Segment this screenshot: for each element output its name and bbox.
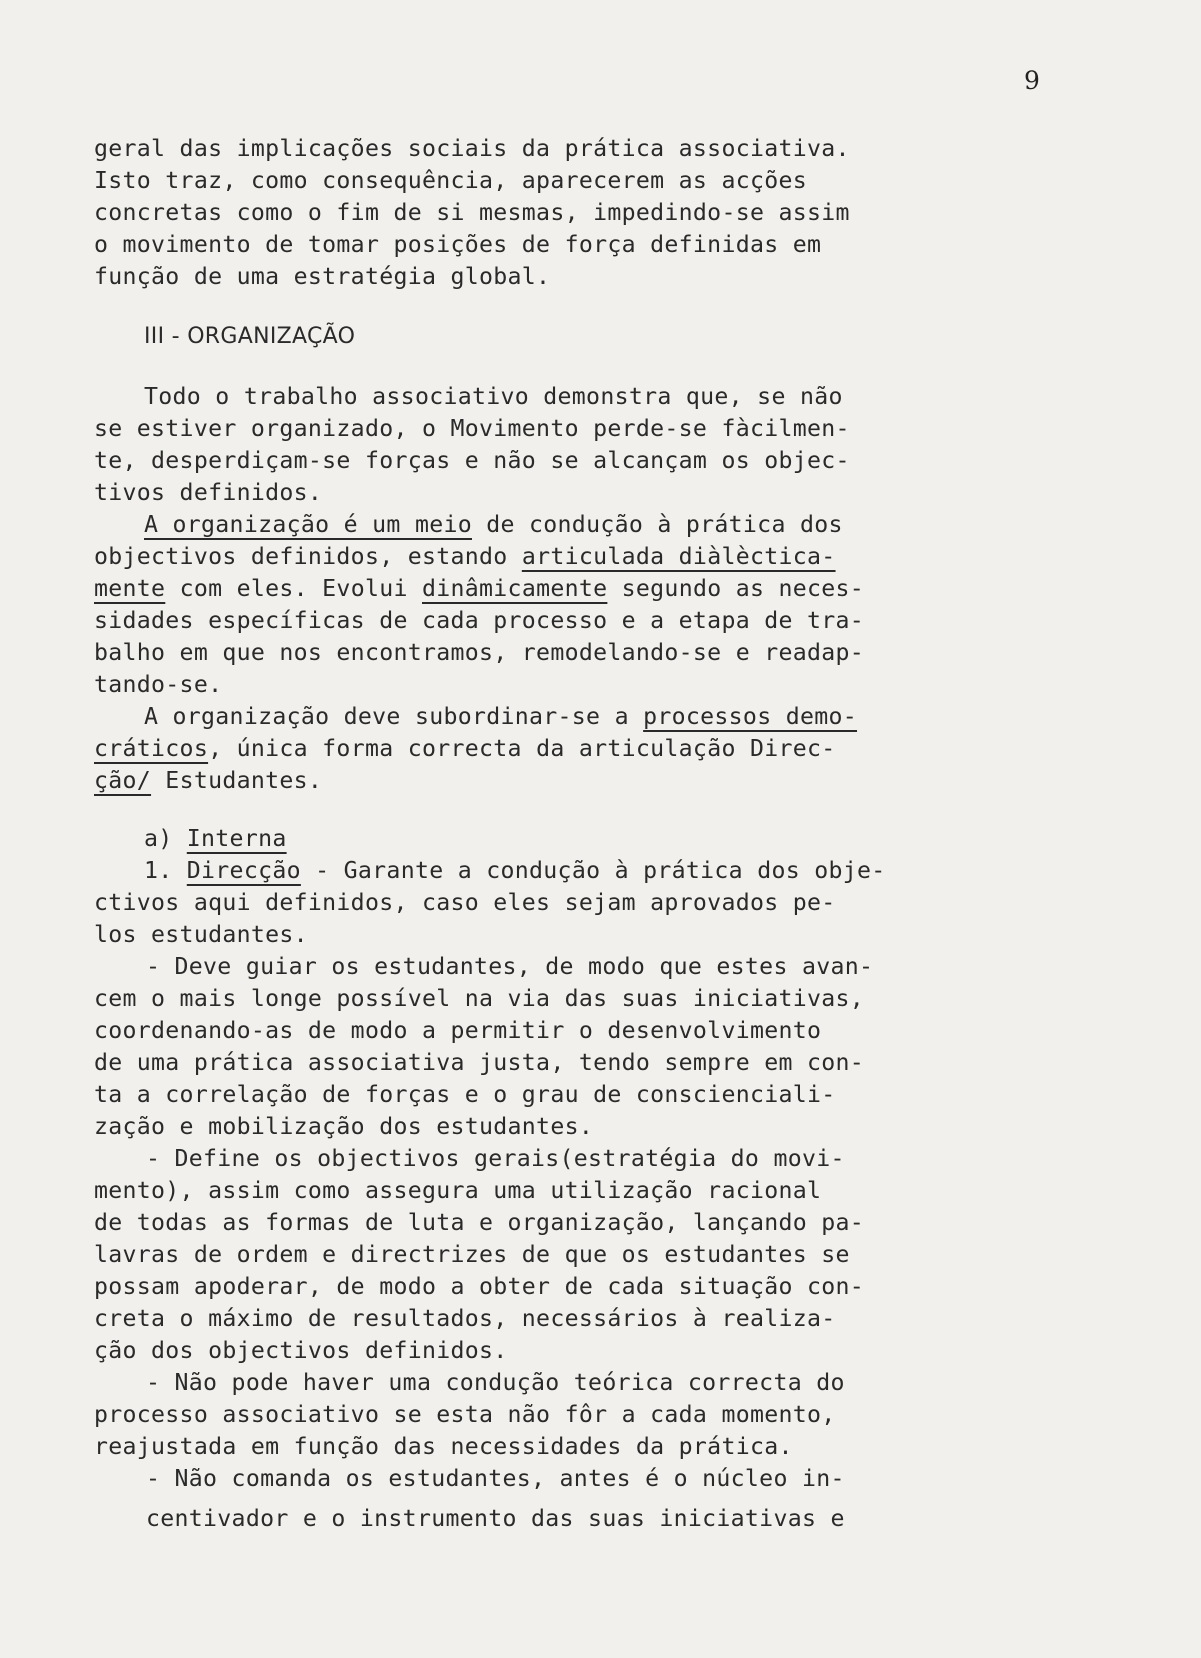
text-line: - Não pode haver uma condução teórica correcta do	[146, 1369, 845, 1396]
text-line: ta a correlação de forças e o grau de conscienciali-	[94, 1081, 836, 1108]
text-line: reajustada em função das necessidades da prática.	[94, 1433, 793, 1460]
text-line: lavras de ordem e directrizes de que os estudantes se	[94, 1241, 850, 1268]
text-line	[94, 509, 1094, 541]
text-line: Isto traz, como consequência, aparecerem as acções	[94, 167, 808, 194]
paragraph	[94, 381, 1094, 509]
text-line: sidades específicas de cada processo e a etapa de tra-	[94, 607, 865, 634]
text-line	[94, 573, 1094, 605]
underlined-phrase: dinâmicamente	[422, 575, 608, 602]
text-line	[94, 765, 1094, 797]
text-line: tando-se.	[94, 671, 223, 698]
text-run: segundo as neces-	[607, 575, 865, 602]
underlined-phrase: cráticos	[94, 735, 209, 762]
text-line: coordenando-as de modo a permitir o desenvolvimento	[94, 1017, 822, 1044]
text-line: cem o mais longe possível na via das suas iniciativas,	[94, 985, 865, 1012]
section-heading: III - ORGANIZAÇÃO	[144, 324, 356, 349]
text-line: creta o máximo de resultados, necessários à realiza-	[94, 1305, 836, 1332]
text-line: possam apoderar, de modo a obter de cada situação con-	[94, 1273, 865, 1300]
text-line: centivador e o instrumento das suas iniciativas e	[146, 1505, 845, 1532]
underlined-phrase: mente	[94, 575, 166, 602]
text-line: ção dos objectivos definidos.	[94, 1337, 508, 1364]
paragraph	[94, 951, 1094, 1143]
text-run: com eles. Evolui	[165, 575, 422, 602]
paragraph	[94, 1463, 1094, 1535]
text-line	[94, 733, 1094, 765]
text-line: de uma prática associativa justa, tendo sempre em con-	[94, 1049, 865, 1076]
paragraph	[94, 509, 1094, 701]
subsection-heading	[94, 823, 1094, 855]
underlined-phrase: ção/	[94, 767, 152, 794]
underlined-phrase: A organização é um meio	[144, 511, 472, 538]
text-run: A organização deve subordinar-se a	[144, 703, 644, 730]
text-run: de condução à prática dos	[471, 511, 843, 538]
text-run: , única forma correcta da articulação Direc-	[208, 735, 836, 762]
paragraph	[94, 133, 1094, 293]
text-line: balho em que nos encontramos, remodelando-se e readap-	[94, 639, 865, 666]
text-line: de todas as formas de luta e organização, lançando pa-	[94, 1209, 865, 1236]
text-run: objectivos definidos, estando	[94, 543, 522, 570]
text-line: o movimento de tomar posições de força definidas em	[94, 231, 822, 258]
text-line	[94, 855, 1094, 887]
text-line	[94, 701, 1094, 733]
text-line: processo associativo se esta não fôr a cada momento,	[94, 1401, 836, 1428]
text-run: 1.	[144, 857, 187, 884]
text-line: se estiver organizado, o Movimento perde-se fàcilmen-	[94, 415, 850, 442]
paragraph	[94, 1143, 1094, 1367]
text-line: zação e mobilização dos estudantes.	[94, 1113, 594, 1140]
text-line: Todo o trabalho associativo demonstra que, se não	[144, 383, 843, 410]
text-line: te, desperdiçam-se forças e não se alcançam os objec-	[94, 447, 850, 474]
text-line: ctivos aqui definidos, caso eles sejam aprovados pe-	[94, 889, 836, 916]
underlined-phrase: Direcção	[186, 857, 301, 884]
text-line: - Não comanda os estudantes, antes é o núcleo in-	[146, 1465, 845, 1492]
paragraph	[94, 1367, 1094, 1463]
text-run: - Garante a condução à prática dos obje-	[300, 857, 886, 884]
text-line: - Define os objectivos gerais(estratégia do movi-	[146, 1145, 845, 1172]
text-line: função de uma estratégia global.	[94, 263, 551, 290]
paragraph	[94, 701, 1094, 797]
underlined-phrase: articulada diàlèctica-	[521, 543, 836, 570]
text-line	[94, 541, 1094, 573]
text-line: mento), assim como assegura uma utilização racional	[94, 1177, 822, 1204]
paragraph	[94, 855, 1094, 951]
text-line: los estudantes.	[94, 921, 308, 948]
text-run: a)	[144, 825, 187, 852]
text-line: tivos definidos.	[94, 479, 323, 506]
text-line: geral das implicações sociais da prática associativa.	[94, 135, 850, 162]
underlined-phrase: Interna	[186, 825, 287, 852]
page-number: 9	[1024, 66, 1040, 95]
underlined-phrase: processos demo-	[643, 703, 858, 730]
text-run: Estudantes.	[151, 767, 323, 794]
body-text	[94, 133, 1094, 1535]
text-line: concretas como o fim de si mesmas, impedindo-se assim	[94, 199, 850, 226]
text-line: - Deve guiar os estudantes, de modo que estes avan-	[146, 953, 874, 980]
